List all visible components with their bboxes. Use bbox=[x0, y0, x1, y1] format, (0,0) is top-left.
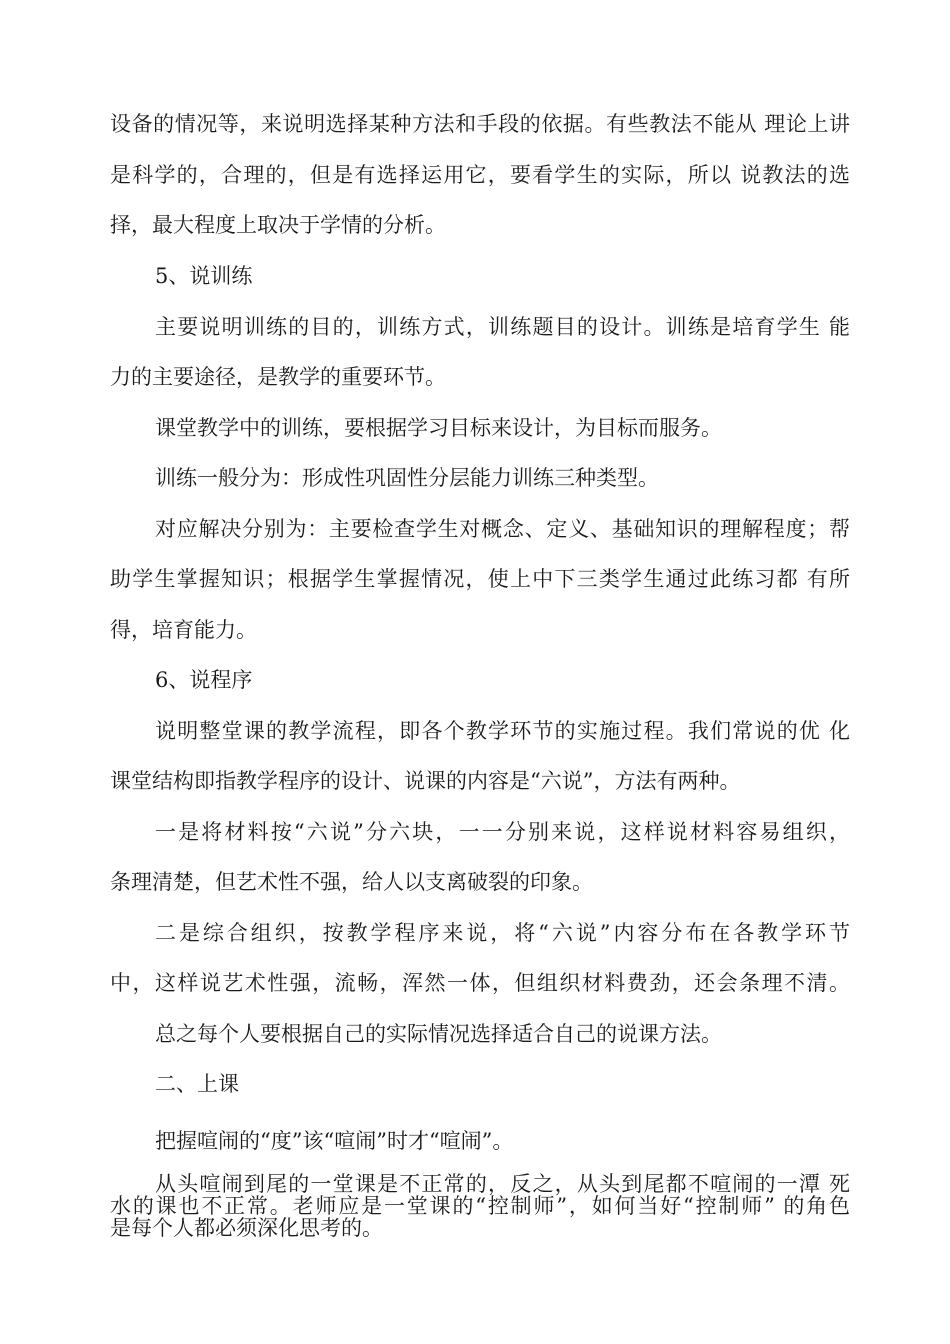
paragraph-line: 主要说明训练的目的，训练方式，训练题目的设计。训练是培育学生 能 bbox=[155, 315, 850, 339]
paragraph-line: 二是综合组织，按教学程序来说，将“六说”内容分布在各教学环节 bbox=[155, 921, 850, 945]
paragraph-line: 设备的情况等，来说明选择某种方法和手段的依据。有些教法不能从 理论上讲 bbox=[110, 112, 850, 136]
paragraph-line: 对应解决分别为：主要检查学生对概念、定义、基础知识的理解程度；帮 bbox=[155, 517, 850, 541]
paragraph-line: 择，最大程度上取决于学情的分析。 bbox=[110, 213, 446, 237]
paragraph-line: 得，培育能力。 bbox=[110, 618, 257, 642]
paragraph-line: 助学生掌握知识；根据学生掌握情况，使上中下三类学生通过此练习都 有所 bbox=[110, 567, 850, 591]
paragraph-line: 总之每个人要根据自己的实际情况选择适合自己的说课方法。 bbox=[155, 1022, 722, 1046]
paragraph-line: 条理清楚，但艺术性不强，给人以支离破裂的印象。 bbox=[110, 870, 593, 894]
paragraph-line: 是每个人都必须深化思考的。 bbox=[110, 1216, 383, 1240]
paragraph-line: 从头喧闹到尾的一堂课是不正常的，反之，从头到尾都不喧闹的一潭 死 bbox=[155, 1172, 850, 1196]
section-heading: 6、说程序 bbox=[155, 668, 253, 692]
paragraph-line: 力的主要途径，是教学的重要环节。 bbox=[110, 365, 446, 389]
paragraph-line: 课堂结构即指教学程序的设计、说课的内容是“六说”，方法有两种。 bbox=[110, 769, 741, 793]
paragraph-line: 把握喧闹的“度”该“喧闹”时才“喧闹”。 bbox=[155, 1129, 514, 1153]
paragraph-line: 训练一般分为：形成性巩固性分层能力训练三种类型。 bbox=[155, 466, 659, 490]
section-heading: 5、说训练 bbox=[155, 264, 253, 288]
paragraph-line: 课堂教学中的训练，要根据学习目标来设计，为目标而服务。 bbox=[155, 416, 722, 440]
paragraph-line: 说明整堂课的教学流程，即各个教学环节的实施过程。我们常说的优 化 bbox=[155, 719, 850, 743]
paragraph-line: 中，这样说艺术性强，流畅，浑然一体，但组织材料费劲，还会条理不清。 bbox=[110, 971, 850, 995]
paragraph-line: 是科学的，合理的，但是有选择运用它，要看学生的实际，所以 说教法的选 bbox=[110, 163, 850, 187]
paragraph-line: 一是将材料按“六说”分六块，一一分别来说，这样说材料容易组织， bbox=[155, 820, 850, 844]
paragraph-line: 水的课也不正常。老师应是一堂课的“控制师”，如何当好“控制师” 的角色 bbox=[110, 1194, 850, 1218]
section-heading: 二、上课 bbox=[155, 1072, 239, 1096]
